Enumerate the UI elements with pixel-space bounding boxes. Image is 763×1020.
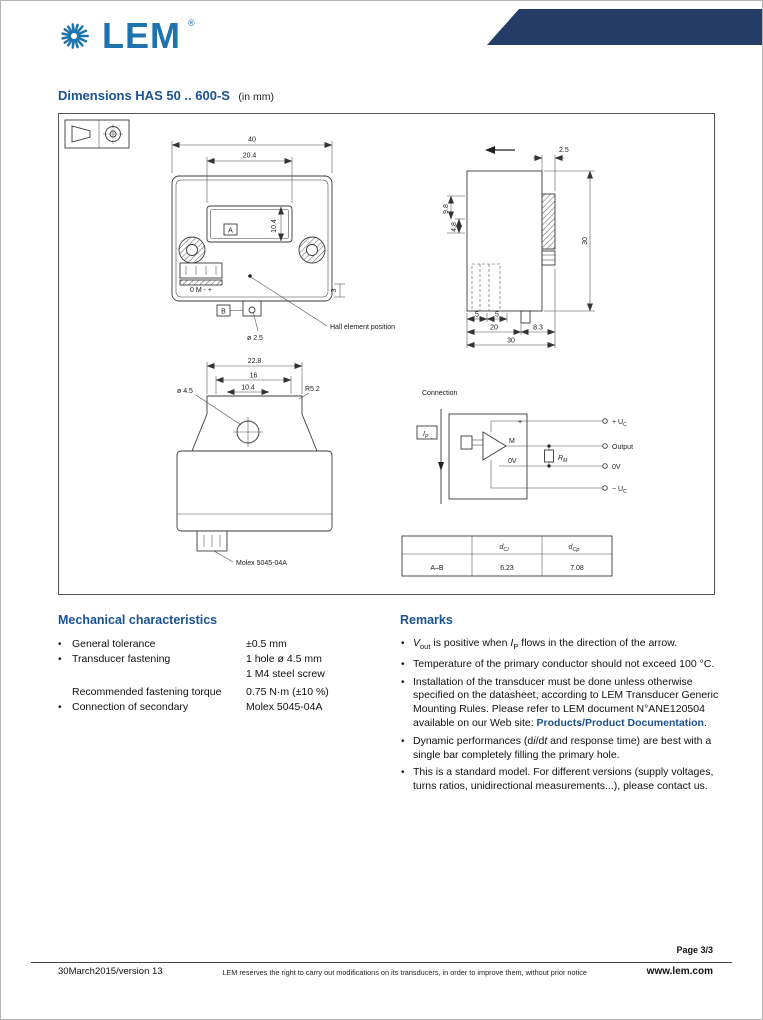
terminal-output: Output	[612, 444, 634, 451]
dim-tab-offset: 3	[331, 288, 338, 293]
page-title	[58, 87, 274, 105]
remark-text: and response time) are best with a single bar completely filling the primary hole.	[413, 734, 712, 761]
dim-hole-4-5: ø 4.5	[177, 388, 193, 395]
lem-logo-text: LEM	[102, 15, 181, 56]
remark-text: /d	[535, 734, 545, 747]
remark-text: out	[420, 642, 431, 652]
dim-side-depth: 30	[507, 337, 515, 345]
bullet	[58, 637, 72, 652]
mech-value: ±0.5 mm	[246, 638, 287, 650]
table-header-dcp: $d_{Cp}$	[568, 544, 580, 553]
side-body-outline	[467, 171, 542, 311]
remark-text: i	[533, 734, 536, 747]
measure-node-label: M	[509, 438, 515, 445]
footer-divider	[31, 962, 732, 963]
remark-standard-model	[400, 766, 720, 794]
remark-text: Installation of the transducer must be done unless otherwise specified on the datasheet, according to LEM Transducer Generic Mounting Rules. Please refer to LEM document N°ANE120504 available on our Web site:	[413, 675, 719, 730]
bottom-view	[177, 358, 332, 567]
dim-plate-thickness: 2.5	[559, 147, 569, 154]
mech-row-fastening	[58, 652, 390, 667]
front-view	[172, 137, 395, 343]
primary-current-label: $I_P$	[423, 431, 429, 440]
molex-label: Molex 5045-04A	[236, 560, 287, 567]
page-number: Page 3/3	[676, 945, 713, 955]
dim-front-width: 40	[248, 136, 256, 144]
remark-text: Dynamic performances (d	[413, 734, 534, 747]
remark-installation	[400, 676, 720, 731]
bullet	[58, 667, 72, 682]
mech-value: Molex 5045-04A	[246, 701, 323, 713]
bullet	[58, 652, 72, 667]
dim-9-8: 9.8	[443, 204, 450, 214]
registered-trademark: ®	[188, 18, 195, 28]
bottom-tab	[243, 301, 261, 316]
mech-value: 0.75 N·m (±10 %)	[246, 686, 329, 698]
footer-version: 30March2015/version 13	[58, 966, 163, 977]
mech-value: 1 M4 steel screw	[246, 668, 325, 680]
terminal-zero-volt: 0V	[612, 464, 621, 471]
dim-5-a: 5	[475, 311, 479, 319]
remark-text: .	[703, 717, 707, 730]
datum-b-label: B	[221, 308, 226, 316]
remark-text: This is a standard model. For different versions (supply voltages, turns ratios, unidirectional measurements...), please contact us.	[413, 766, 714, 793]
remark-text: Temperature of the primary conductor should not exceed 100 °C.	[413, 657, 715, 670]
projection-symbol	[65, 120, 129, 148]
title-unit-note: (in mm)	[238, 91, 274, 103]
dim-8-3: 8.3	[533, 324, 543, 332]
remarks-section	[400, 613, 720, 798]
measure-resistor	[545, 450, 554, 462]
table-row-label: A–B	[430, 565, 444, 572]
secondary-connector	[180, 263, 222, 278]
side-view	[443, 146, 595, 348]
connector-pin-labels: 0 M - +	[190, 287, 212, 294]
primary-aperture	[207, 206, 292, 242]
lem-logo	[53, 15, 195, 57]
remark-text: flows in the direction of the arrow.	[518, 637, 678, 649]
hall-cell	[461, 436, 472, 449]
footer-website-link[interactable]: www.lem.com	[646, 966, 713, 977]
datum-a-label: A	[228, 227, 233, 235]
dimension-drawing-frame	[58, 113, 715, 595]
hall-element-dot	[248, 274, 252, 278]
lem-logo-burst-icon	[53, 15, 95, 57]
terminal-plus-uc: + $U_C$	[612, 419, 627, 428]
remarks-heading: Remarks	[400, 613, 453, 627]
product-documentation-link[interactable]: Products/Product Documentation	[536, 717, 704, 730]
bottom-body-outline	[177, 451, 332, 531]
table-value-dcl: 6.23	[500, 565, 514, 572]
zero-volt-node-label: 0V	[508, 458, 517, 465]
mech-row-fastening-2	[58, 667, 390, 682]
table-header-dcl: $d_{Cl}$	[499, 544, 509, 553]
amplifier-triangle	[483, 432, 506, 460]
mechanical-heading: Mechanical characteristics	[58, 613, 218, 627]
bullet	[58, 685, 72, 700]
table-value-dcp: 7.08	[570, 565, 584, 572]
dim-hole-2-5: ø 2.5	[247, 335, 263, 342]
dim-aperture-height: 10.4	[271, 219, 278, 233]
remark-text: P	[513, 642, 519, 652]
terminal-minus-uc: − $U_C$	[612, 486, 627, 495]
footer	[58, 966, 713, 977]
mech-label: Transducer fastening	[72, 653, 171, 665]
remark-vout	[400, 637, 720, 654]
dim-4-8: 4.8	[451, 222, 458, 232]
mech-label	[72, 667, 246, 682]
mech-row-tolerance	[58, 637, 390, 652]
remark-text: V	[413, 637, 421, 649]
measure-resistor-label: $R_M$	[558, 455, 568, 464]
mech-label: Recommended fastening torque	[72, 686, 222, 698]
mech-row-connection	[58, 700, 390, 715]
dimension-drawing	[59, 114, 714, 594]
connection-diagram	[417, 390, 633, 504]
title-text: Dimensions HAS 50 .. 600-S	[58, 88, 230, 103]
mech-row-torque	[58, 685, 390, 700]
mounting-plate	[542, 194, 555, 249]
hall-element-label: Hall element position	[330, 324, 395, 331]
mechanical-characteristics-section	[58, 613, 390, 715]
bullet	[58, 700, 72, 715]
remark-text: t	[544, 734, 548, 747]
remark-dynamic	[400, 735, 720, 763]
corner-band-decoration	[479, 1, 762, 51]
remark-temperature	[400, 658, 720, 672]
dim-20: 20	[490, 324, 498, 332]
footer-disclaimer: LEM reserves the right to carry out modifications on its transducers, in order to improve them, without prior notice	[222, 968, 587, 977]
dim-r5-2: R5.2	[305, 386, 320, 393]
remark-text: I	[510, 637, 514, 649]
dim-22-8: 22.8	[247, 358, 262, 365]
dim-5-b: 5	[495, 311, 499, 319]
mech-label: General tolerance	[72, 638, 156, 650]
dim-aperture-width: 20.4	[242, 152, 257, 160]
plus-mark: +	[518, 419, 523, 426]
connection-title: Connection	[422, 390, 458, 397]
dim-side-height: 30	[582, 237, 589, 245]
mech-label: Connection of secondary	[72, 701, 189, 713]
mech-value: 1 hole ø 4.5 mm	[246, 653, 322, 665]
remark-text: is positive when	[430, 637, 511, 649]
dim-16: 16	[249, 372, 258, 380]
distance-table	[402, 536, 612, 576]
dim-10-4: 10.4	[241, 384, 255, 392]
